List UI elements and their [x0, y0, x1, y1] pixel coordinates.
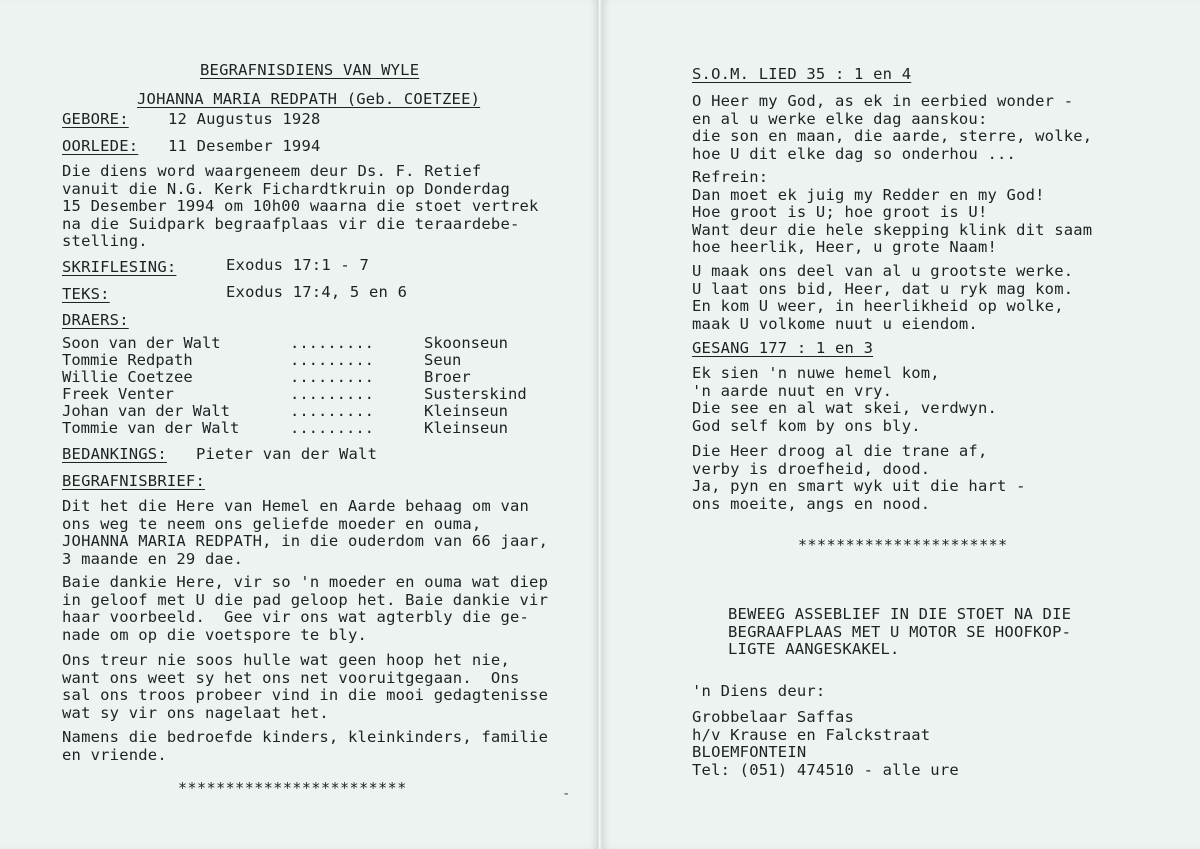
refrain-line: Want deur die hele skepping klink dit saam [692, 220, 1093, 239]
refrain-line: hoe heerlik, Heer, u grote Naam! [692, 238, 998, 256]
hymn2-label: GESANG 177 : 1 en 3 [692, 339, 874, 357]
divider-stars: ************************ [178, 779, 407, 797]
letter-line: Ons treur nie soos hulle wat geen hoop het nie, [62, 651, 510, 669]
notice-line: LIGTE AANGESKAKEL. [728, 640, 900, 658]
verse-line: hoe U dit elke dag so onderhou ... [692, 144, 1017, 163]
verse-line: Die Heer droog al die trane af, [692, 442, 988, 460]
reading-label: SKRIFLESING: [62, 258, 177, 276]
letter-line: wat sy vir ons nagelaat het. [62, 703, 329, 722]
bearer-relation: Broer [424, 368, 471, 386]
notice-line: BEWEEG ASSEBLIEF IN DIE STOET NA DIE [728, 605, 1072, 623]
letter-line: nade om op die voetspore te bly. [62, 625, 368, 644]
hymn1-label: S.O.M. LIED 35 : 1 en 4 [692, 65, 912, 83]
bearer-name: Tommie Redpath [62, 351, 193, 369]
service-line: na die Suidpark begraafplaas vir die teraardebe- [62, 214, 520, 233]
letter-line: haar voorbeeld. Gee vir ons wat agterbly die ge- [62, 608, 530, 626]
verse-line: 'n aarde nuut en vry. [692, 381, 893, 400]
bearer-dots: ......... [290, 385, 374, 403]
letter-line: 3 maande en 29 dae. [62, 549, 244, 568]
bearer-name: Tommie van der Walt [62, 419, 240, 437]
died-value: 11 Desember 1994 [168, 137, 321, 155]
letter-line: JOHANNA MARIA REDPATH, in die ouderdom van 66 jaar, [62, 532, 549, 550]
refrain-line: Refrein: [692, 168, 769, 186]
undertaker-line: BLOEMFONTEIN [692, 743, 807, 761]
service-line: Die diens word waargeneem deur Ds. F. Retief [62, 162, 482, 180]
divider-stars: ********************** [798, 536, 1008, 554]
verse-line: O Heer my God, as ek in eerbied wonder - [692, 92, 1074, 110]
bearers-label: DRAERS: [62, 311, 129, 329]
program-title: BEGRAFNISDIENS VAN WYLE [200, 61, 420, 79]
verse-line: U laat ons bid, Heer, dat u ryk mag kom. [692, 279, 1074, 298]
verse-line: en al u werke elke dag aanskou: [692, 109, 988, 128]
letter-line: en vriende. [62, 745, 167, 764]
undertaker-line: Tel: (051) 474510 - alle ure [692, 760, 959, 779]
service-line: vanuit die N.G. Kerk Fichardtkruin op Donderdag [62, 179, 510, 198]
undertaker-line: Grobbelaar Saffas [692, 708, 855, 726]
print-mark: - [562, 786, 571, 802]
text-label: TEKS: [62, 285, 110, 303]
left-page [0, 0, 598, 849]
deceased-name: JOHANNA MARIA REDPATH (Geb. COETZEE) [137, 90, 481, 108]
bearer-relation: Kleinseun [424, 402, 508, 420]
service-line: stelling. [62, 232, 148, 250]
bearer-relation: Skoonseun [424, 334, 508, 352]
bearer-name: Soon van der Walt [62, 334, 221, 352]
bearer-dots: ......... [290, 334, 374, 352]
verse-line: En kom U weer, in heerlikheid op wolke, [692, 297, 1064, 315]
letter-line: want ons weet sy het ons net vooruitgegaan. Ons [62, 668, 520, 687]
bearer-dots: ......... [290, 351, 374, 369]
verse-line: verby is droefheid, dood. [692, 459, 931, 478]
letter-line: ons weg te neem ons geliefde moeder en ouma, [62, 514, 482, 533]
verse-line: ons moeite, angs en nood. [692, 494, 931, 513]
text-value: Exodus 17:4, 5 en 6 [226, 283, 408, 301]
died-label: OORLEDE: [62, 137, 139, 155]
verse-line: Ja, pyn en smart wyk uit die hart - [692, 477, 1026, 495]
letter-line: Baie dankie Here, vir so 'n moeder en ouma wat diep [62, 573, 549, 591]
bearer-relation: Seun [424, 351, 462, 369]
verse-line: God self kom by ons bly. [692, 416, 921, 435]
letter-line: Namens die bedroefde kinders, kleinkinders, familie [62, 728, 549, 746]
thanks-label: BEDANKINGS: [62, 445, 167, 463]
letter-line: Dit het die Here van Hemel en Aarde behaag om van [62, 497, 530, 515]
service-line: 15 Desember 1994 om 10h00 waarna die stoet vertrek [62, 197, 539, 215]
letter-line: in geloof met U die pad geloop het. Baie dankie vir [62, 590, 549, 609]
right-page [602, 0, 1200, 849]
bearer-name: Freek Venter [62, 385, 174, 403]
bearer-dots: ......... [290, 402, 374, 420]
verse-line: Ek sien 'n nuwe hemel kom, [692, 364, 940, 382]
reading-value: Exodus 17:1 - 7 [226, 256, 369, 274]
verse-line: die son en maan, die aarde, sterre, wolke, [692, 127, 1093, 145]
bearer-relation: Susterskind [424, 385, 527, 403]
verse-line: maak U volkome nuut u eiendom. [692, 314, 978, 333]
refrain-line: Hoe groot is U; hoe groot is U! [692, 203, 988, 221]
letter-label: BEGRAFNISBRIEF: [62, 472, 205, 490]
notice-line: BEGRAAFPLAAS MET U MOTOR SE HOOFKOP- [728, 622, 1072, 641]
verse-line: Die see en al wat skei, verdwyn. [692, 399, 998, 417]
thanks-value: Pieter van der Walt [196, 445, 378, 463]
undertaker-line: h/v Krause en Falckstraat [692, 725, 931, 744]
bearer-dots: ......... [290, 419, 374, 437]
verse-line: U maak ons deel van al u grootste werke. [692, 262, 1074, 280]
refrain-line: Dan moet ek juig my Redder en my God! [692, 185, 1045, 204]
bearer-relation: Kleinseun [424, 419, 508, 437]
bearer-name: Willie Coetzee [62, 368, 193, 386]
born-value: 12 Augustus 1928 [168, 110, 321, 128]
born-label: GEBORE: [62, 110, 129, 128]
bearer-name: Johan van der Walt [62, 402, 230, 420]
service-by-label: 'n Diens deur: [692, 682, 826, 700]
bearer-dots: ......... [290, 368, 374, 386]
letter-line: sal ons troos probeer vind in die mooi gedagtenisse [62, 686, 549, 704]
